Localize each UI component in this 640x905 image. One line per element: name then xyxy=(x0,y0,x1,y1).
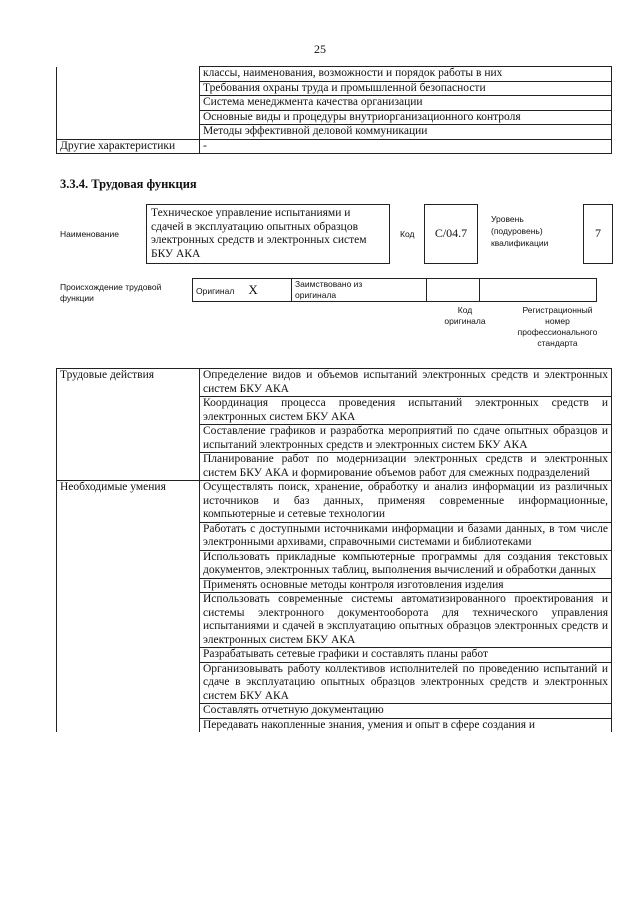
empty-label-cell xyxy=(57,81,200,96)
action-item: Планирование работ по модернизации электронных средств и электронных систем БКУ АКА и формирование объемов работ для смежных подразделений xyxy=(200,453,612,481)
code-original-label: Код оригинала xyxy=(444,305,486,326)
empty-label-cell xyxy=(57,522,200,550)
original-cell xyxy=(193,279,292,302)
name-label: Наименование xyxy=(60,229,119,239)
empty-label-cell xyxy=(57,397,200,425)
origin-table xyxy=(192,278,597,302)
empty-label-cell xyxy=(57,425,200,453)
empty-label-cell xyxy=(57,96,200,111)
skill-item: Работать с доступными источниками информации и базами данных, в том числе электронными архивами, справочными системами и библиотеками xyxy=(200,522,612,550)
empty-label-cell xyxy=(57,593,200,648)
empty-label-cell xyxy=(57,578,200,593)
skill-item: Осуществлять поиск, хранение, обработку и анализ информации из различных источников и баз данных, применяя современные информационные, компьютерные и сетевые технологии xyxy=(200,481,612,523)
action-item: Координация процесса проведения испытаний электронных средств и электронных систем БКУ АКА xyxy=(200,397,612,425)
section-title: 3.3.4. Трудовая функция xyxy=(60,177,197,191)
actions-label: Трудовые действия xyxy=(57,369,200,397)
empty-label-cell xyxy=(57,704,200,719)
skill-item: Передавать накопленные знания, умения и опыт в сфере создания и xyxy=(200,718,612,732)
level-value: 7 xyxy=(583,204,613,264)
code-value: C/04.7 xyxy=(424,204,478,264)
knowledge-item: Методы эффективной деловой коммуникации xyxy=(200,125,612,140)
skill-item: Использовать прикладные компьютерные программы для создания текстовых документов, электронных таблиц, выполнения вычислений и обработки данных xyxy=(200,550,612,578)
code-label: Код xyxy=(400,229,415,239)
knowledge-table-continuation xyxy=(56,66,612,154)
skill-item: Применять основные методы контроля изготовления изделия xyxy=(200,578,612,593)
knowledge-item: классы, наименования, возможности и порядок работы в них xyxy=(200,67,612,82)
skill-item: Использовать современные системы автоматизированного проектирования и системы электронного документооборота для технического управления испытаниями и сдачей в эксплуатацию опытных образцов электронных средств и электронных систем БКУ АКА xyxy=(200,593,612,648)
empty-label-cell xyxy=(57,648,200,663)
knowledge-item: Система менеджмента качества организации xyxy=(200,96,612,111)
original-mark: X xyxy=(248,281,258,297)
empty-label-cell xyxy=(57,67,200,82)
level-label: Уровень (подуровень) квалификации xyxy=(491,214,549,248)
code-original-cell xyxy=(427,279,480,302)
reg-number-cell xyxy=(480,279,597,302)
empty-label-cell xyxy=(57,718,200,732)
origin-label: Происхождение трудовой функции xyxy=(60,282,162,303)
empty-label-cell xyxy=(57,125,200,140)
skill-item: Организовывать работу коллективов исполнителей по проведению испытаний и сдаче в эксплуатацию опытных образцов электронных средств и электронных систем БКУ АКА xyxy=(200,662,612,704)
knowledge-item: Основные виды и процедуры внутриорганизационного контроля xyxy=(200,110,612,125)
skill-item: Составлять отчетную документацию xyxy=(200,704,612,719)
other-characteristics-label: Другие характеристики xyxy=(57,139,200,154)
labor-function-table xyxy=(56,368,612,732)
empty-label-cell xyxy=(57,550,200,578)
page-number: 25 xyxy=(314,42,326,56)
empty-label-cell xyxy=(57,110,200,125)
reg-number-label: Регистрационный номер профессионального стандарта xyxy=(517,305,598,348)
knowledge-item: Требования охраны труда и промышленной безопасности xyxy=(200,81,612,96)
other-characteristics-value: - xyxy=(200,139,612,154)
skill-item: Разрабатывать сетевые графики и составлять планы работ xyxy=(200,648,612,663)
empty-label-cell xyxy=(57,453,200,481)
action-item: Составление графиков и разработка мероприятий по сдаче опытных образцов и испытаний электронных средств и электронных систем БКУ АКА xyxy=(200,425,612,453)
empty-label-cell xyxy=(57,662,200,704)
function-name-value: Техническое управление испытаниями и сдачей в эксплуатацию опытных образцов электронных средств и электронных систем БКУ АКА xyxy=(146,204,390,264)
skills-label: Необходимые умения xyxy=(57,481,200,523)
original-label: Оригинал xyxy=(196,285,235,296)
borrowed-label: Заимствовано из оригинала xyxy=(292,279,427,302)
action-item: Определение видов и объемов испытаний электронных средств и электронных систем БКУ АКА xyxy=(200,369,612,397)
